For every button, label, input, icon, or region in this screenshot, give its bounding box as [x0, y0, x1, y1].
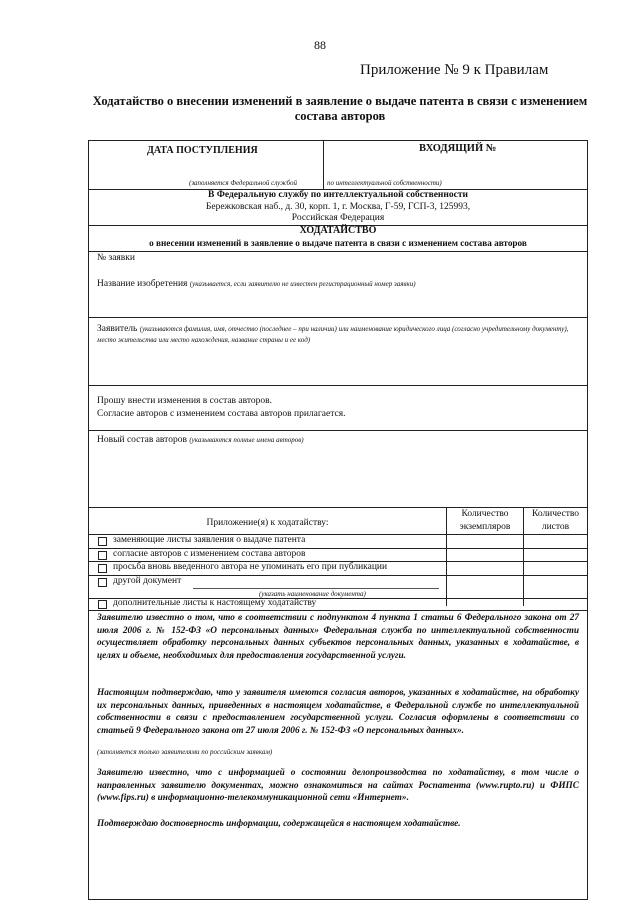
invention-name-label: Название изобретения: [97, 279, 188, 289]
attachment-item-1: заменяющие листы заявления о выдаче патента: [113, 535, 306, 545]
attachments-header: Приложение(я) к ходатайству:: [206, 518, 329, 528]
petition-subheading: о внесении изменений в заявление о выдаче патента в связи с изменением состава авторов: [149, 238, 527, 248]
addressee-line-1: В Федеральную службу по интеллектуальной собственности: [208, 190, 468, 200]
incoming-number-label: ВХОДЯЩИЙ №: [419, 143, 497, 154]
sheets-column-header: Количество листов: [531, 509, 580, 532]
attachment-item-2: согласие авторов с изменением состава авторов: [113, 549, 306, 559]
consent-paragraph: Заявителю известно о том, что в соответствии с подпунктом 4 пункта 1 статьи 6 Федерального закона от 27 июля 2006 г. № 152-ФЗ «О персональных данных» Федеральная служба по интеллектуальной собственности осуществляет обработку персональных данных субъектов персональных данных, указанных в ходатайстве, в целях и объеме, необходимых для предоставления государственной услуги.: [97, 613, 579, 661]
attachment-checkbox-3[interactable]: [98, 564, 107, 573]
confirmation-paragraph: Настоящим подтверждаю, что у заявителя имеются согласия авторов, указанных в ходатайстве, на обработку их персональных данных, приведенных в настоящем ходатайстве, в Федеральной службе по интеллектуальной собственности в связи с предоставлением государственной услуги. Согласия оформлены в соответствии со статьей 9 Федерального закона от 27 июля 2006 г. № 152-ФЗ «О персональных данных».: [97, 688, 579, 736]
page-number: 88: [314, 38, 326, 52]
addressee-line-2: Бережковская наб., д. 30, корп. 1, г. Москва, Г-59, ГСП-3, 125993,: [205, 202, 471, 212]
verification-paragraph: Подтверждаю достоверность информации, содержащейся в настоящем ходатайстве.: [97, 819, 461, 829]
applicant-hint: (указываются фамилия, имя, отчество (последнее – при наличии) или наименование юридического лица (согласно учредительному документу), место жительства или место нахождения, название страны и ее код): [97, 325, 569, 344]
copies-column-header: Количество экземпляров: [459, 509, 511, 532]
applicant-row: [97, 324, 581, 346]
title-line-2: состава авторов: [294, 109, 386, 123]
fed-service-note: (заполняется Федеральной службой: [189, 179, 297, 187]
form-frame: [88, 140, 588, 900]
new-authors-hint: (указываются полные имена авторов): [189, 436, 304, 444]
title-line-1: Ходатайство о внесении изменений в заявление о выдаче патента в связи с изменением: [92, 94, 588, 108]
appendix-label: Приложение № 9 к Правилам: [360, 62, 549, 78]
info-paragraph: Заявителю известно, что с информацией о состоянии делопроизводства по ходатайству, в том числе о направленных заявителю документах, можно ознакомиться на сайтах Роспатента (www.rupto.ru) и ФИПС (www.fips.ru) в информационно-телекоммуникационной сети «Интернет».: [97, 768, 579, 804]
document-title: [80, 94, 600, 124]
addressee-line-3: Российская Федерация: [291, 213, 385, 223]
invention-name-row: [97, 279, 577, 289]
request-line-1: Прошу внести изменения в состав авторов.: [97, 396, 273, 406]
application-number-label: № заявки: [97, 253, 135, 263]
petition-heading: ХОДАТАЙСТВО: [299, 225, 377, 236]
new-authors-label: Новый состав авторов: [97, 435, 187, 445]
request-line-2: Согласие авторов с изменением состава авторов прилагается.: [97, 409, 346, 419]
attachment-checkbox-1[interactable]: [98, 537, 107, 546]
additional-sheets-checkbox[interactable]: [98, 600, 107, 609]
attachment-checkbox-4[interactable]: [98, 578, 107, 587]
applicant-label: Заявитель: [97, 324, 138, 334]
ip-note: по интеллектуальной собственности): [327, 179, 442, 187]
attachment-item-3: просьба вновь введенного автора не упоминать его при публикации: [113, 562, 388, 572]
attachment-checkbox-2[interactable]: [98, 551, 107, 560]
attachment-item-4: другой документ: [113, 576, 182, 586]
confirmation-note: (заполняется только заявителями по российским заявкам): [97, 748, 273, 756]
other-document-line[interactable]: [193, 588, 439, 589]
new-authors-row: [97, 435, 304, 445]
other-document-hint: (указать наименование документа): [259, 590, 366, 598]
receipt-date-label: ДАТА ПОСТУПЛЕНИЯ: [147, 145, 258, 156]
additional-sheets-label: дополнительные листы к настоящему ходатайству: [113, 598, 317, 608]
invention-name-hint: (указывается, если заявителю не известен регистрационный номер заявки): [189, 280, 416, 288]
